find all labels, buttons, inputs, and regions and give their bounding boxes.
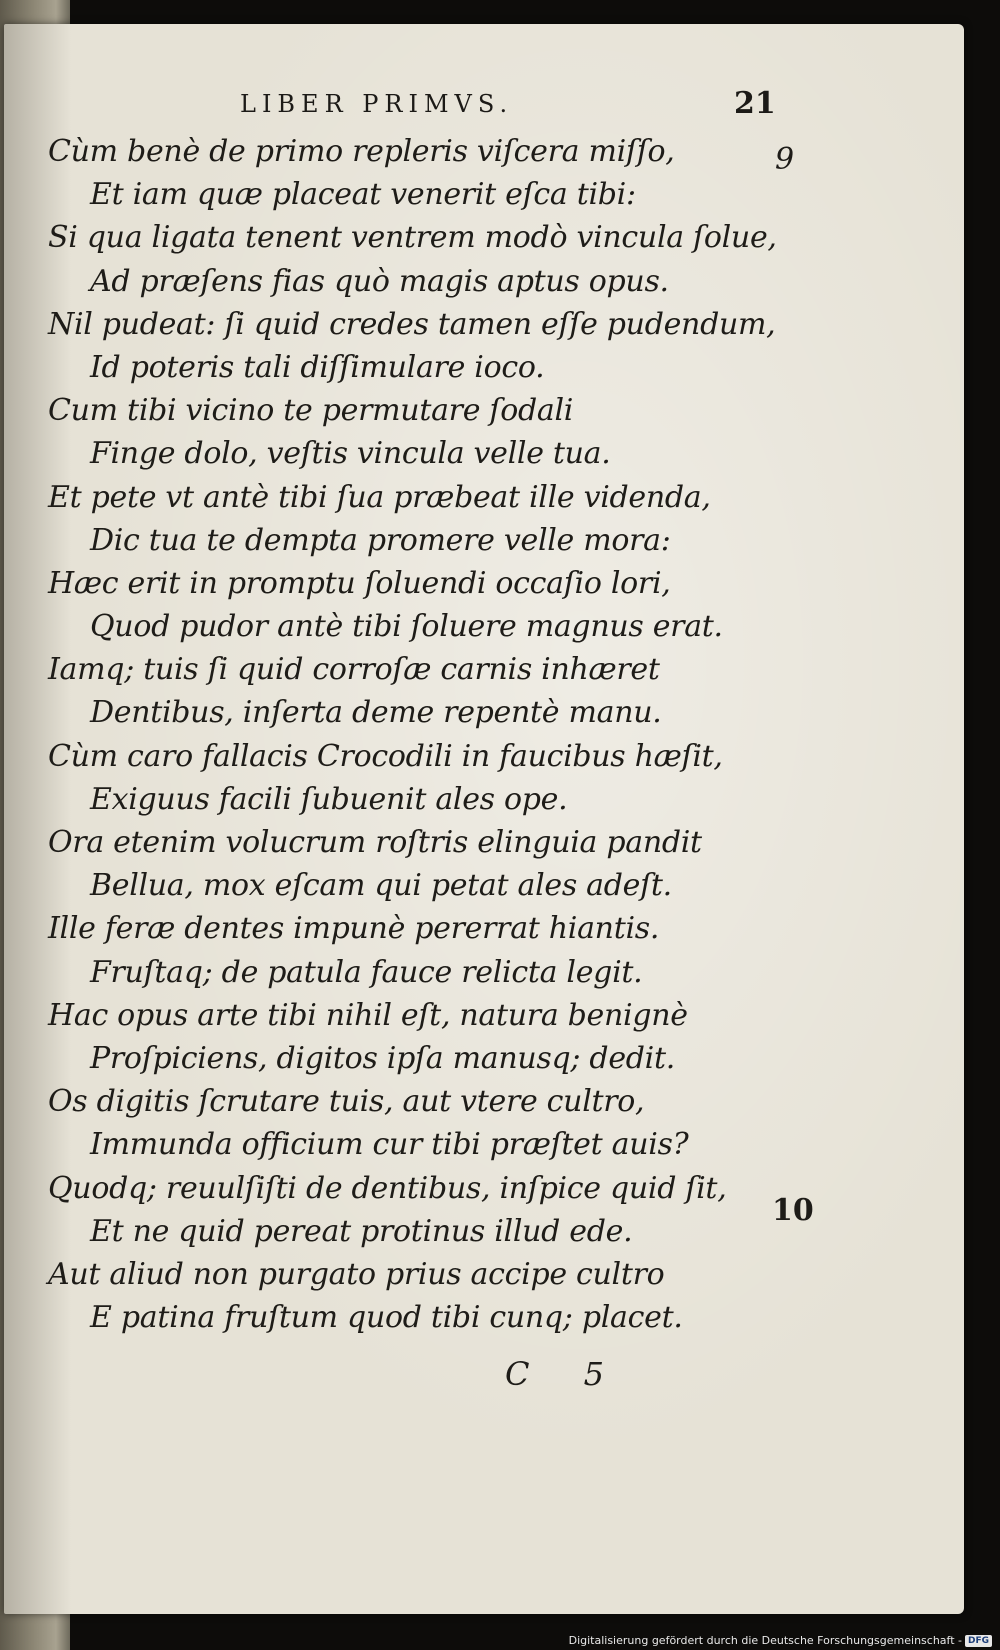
verse-line: Hac opus arte tibi nihil eſt, natura benignè xyxy=(48,997,688,1033)
margin-verse-number-9: 9 xyxy=(775,142,795,177)
verse-line: Quodq; reuulſiſti de dentibus, inſpice quid ſit, xyxy=(48,1170,727,1206)
verse-line: Bellua, mox eſcam qui petat ales adeſt. xyxy=(90,868,672,904)
verse-line: Finge dolo, veſtis vincula velle tua. xyxy=(90,436,611,472)
verse-line: Nil pudeat: ſi quid credes tamen eſſe pudendum, xyxy=(48,306,776,342)
verse-line: Cùm benè de primo repleris viſcera miſſo, xyxy=(48,134,675,169)
page-number: 21 xyxy=(734,86,776,121)
verse-line: Exiguus facili ſubuenit ales ope. xyxy=(90,781,568,817)
verse-line: Aut aliud non purgato prius accipe cultro xyxy=(48,1256,665,1292)
verse-line: Ora etenim volucrum roſtris elinguia pandit xyxy=(48,825,702,860)
verse-line: Iamq; tuis ſi quid corroſæ carnis inhæret xyxy=(48,652,660,688)
running-head: LIBER PRIMVS. xyxy=(240,90,514,118)
margin-verse-number-10: 10 xyxy=(772,1193,814,1228)
signature-mark: C 5 xyxy=(505,1355,627,1393)
dfg-logo-icon: DFG xyxy=(965,1635,992,1647)
verse-line: Proſpiciens, digitos ipſa manusq; dedit. xyxy=(90,1040,675,1076)
digitization-credit xyxy=(569,1634,992,1647)
verse-line: Os digitis ſcrutare tuis, aut vtere cultro, xyxy=(48,1084,645,1120)
credit-text: Digitalisierung gefördert durch die Deutsche Forschungsgemeinschaft - xyxy=(568,1634,962,1647)
verse-line: Ille feræ dentes impunè pererrat hiantis. xyxy=(48,911,660,947)
verse-line: Dic tua te dempta promere velle mora: xyxy=(90,522,671,558)
verse-line: Cum tibi vicino te permutare ſodali xyxy=(48,393,574,429)
verse-line: Fruſtaq; de patula fauce relicta legit. xyxy=(90,954,643,990)
verse-block xyxy=(48,130,828,1339)
verse-line: Et pete vt antè tibi ſua præbeat ille videnda, xyxy=(48,479,711,515)
verse-line: Et iam quæ placeat venerit eſca tibi: xyxy=(90,177,636,213)
verse-line: Cùm caro fallacis Crocodili in faucibus hæſit, xyxy=(48,738,723,774)
verse-line: Ad præſens fias quò magis aptus opus. xyxy=(90,263,669,299)
verse-line: Et ne quid pereat protinus illud ede. xyxy=(90,1213,633,1249)
verse-line: Id poteris tali diſſimulare ioco. xyxy=(90,349,545,385)
verse-line: Hæc erit in promptu ſoluendi occaſio lori, xyxy=(48,565,671,601)
verse-line: E patina fruſtum quod tibi cunq; placet. xyxy=(90,1300,683,1336)
verse-line: Dentibus, inſerta deme repentè manu. xyxy=(90,695,662,731)
verse-line: Immunda officium cur tibi præſtet auis? xyxy=(90,1127,689,1163)
verse-line: Quod pudor antè tibi ſoluere magnus erat. xyxy=(90,609,723,645)
verse-line: Si qua ligata tenent ventrem modò vincula ſolue, xyxy=(48,220,777,256)
